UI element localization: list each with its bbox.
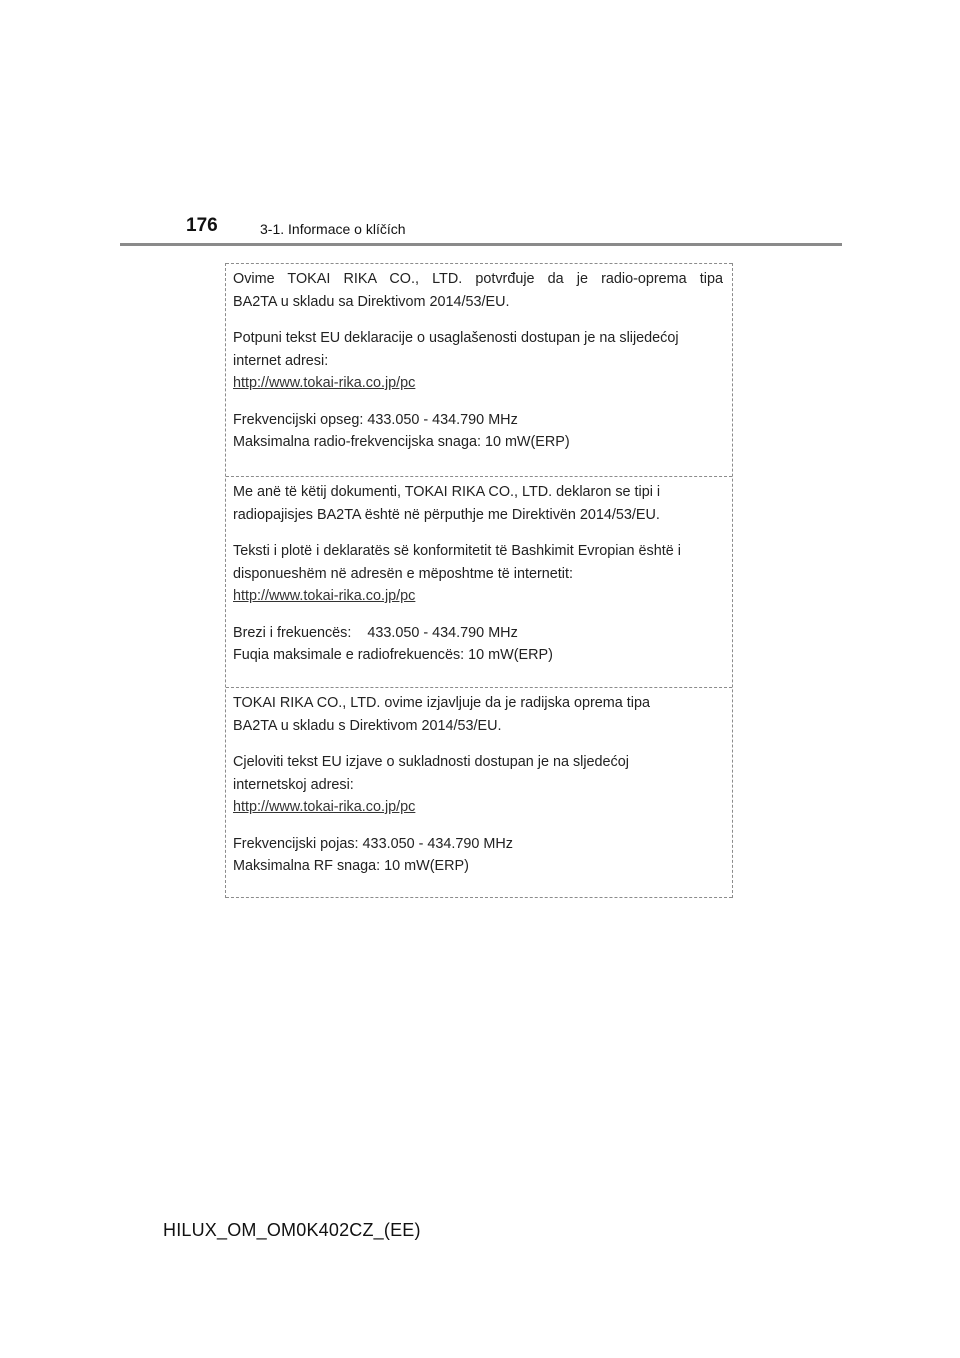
declaration-block-bosnian [226, 263, 732, 476]
declaration-box [225, 263, 733, 898]
declaration-line: Potpuni tekst EU deklaracije o usaglašenosti dostupan je na slijedećoj [233, 330, 679, 346]
declaration-line: Cjeloviti tekst EU izjave o sukladnosti dostupan je na sljedećoj [233, 754, 629, 770]
declaration-line: Ovime TOKAI RIKA CO., LTD. potvrđuje da je radio-oprema tipa [233, 271, 723, 287]
max-power: Maksimalna RF snaga: 10 mW(ERP) [233, 858, 469, 874]
declaration-link[interactable]: http://www.tokai-rika.co.jp/pc [233, 799, 416, 815]
frequency-range: Brezi i frekuencës: 433.050 - 434.790 MHz [233, 624, 518, 641]
frequency-range: Frekvencijski opseg: 433.050 - 434.790 MHz [233, 411, 518, 428]
declaration-line: BA2TA u skladu s Direktivom 2014/53/EU. [233, 717, 502, 734]
declaration-line: BA2TA u skladu sa Direktivom 2014/53/EU. [233, 293, 510, 310]
section-title: 3-1. Informace o klíčích [260, 221, 406, 237]
declaration-line: Teksti i plotë i deklaratës së konformitetit të Bashkimit Evropian është i [233, 543, 681, 559]
page-number: 176 [186, 215, 218, 236]
declaration-line: radiopajisjes BA2TA është në përputhje me Direktivën 2014/53/EU. [233, 506, 660, 523]
declaration-block-croatian [226, 687, 732, 898]
document-code: HILUX_OM_OM0K402CZ_(EE) [163, 1220, 421, 1240]
declaration-line: Me anë të këtij dokumenti, TOKAI RIKA CO., LTD. deklaron se tipi i [233, 484, 661, 500]
max-power: Fuqia maksimale e radiofrekuencës: 10 mW(ERP) [233, 647, 553, 663]
declaration-block-albanian [226, 476, 732, 687]
header-rule [120, 243, 842, 246]
frequency-range: Frekvencijski pojas: 433.050 - 434.790 MHz [233, 835, 513, 852]
declaration-line: internet adresi: [233, 352, 329, 369]
declaration-line: disponueshëm në adresën e mëposhtme të internetit: [233, 565, 573, 582]
max-power: Maksimalna radio-frekvencijska snaga: 10 mW(ERP) [233, 434, 570, 450]
declaration-line: internetskoj adresi: [233, 776, 354, 793]
declaration-line: TOKAI RIKA CO., LTD. ovime izjavljuje da je radijska oprema tipa [233, 695, 650, 711]
declaration-link[interactable]: http://www.tokai-rika.co.jp/pc [233, 588, 416, 604]
declaration-link[interactable]: http://www.tokai-rika.co.jp/pc [233, 375, 416, 391]
